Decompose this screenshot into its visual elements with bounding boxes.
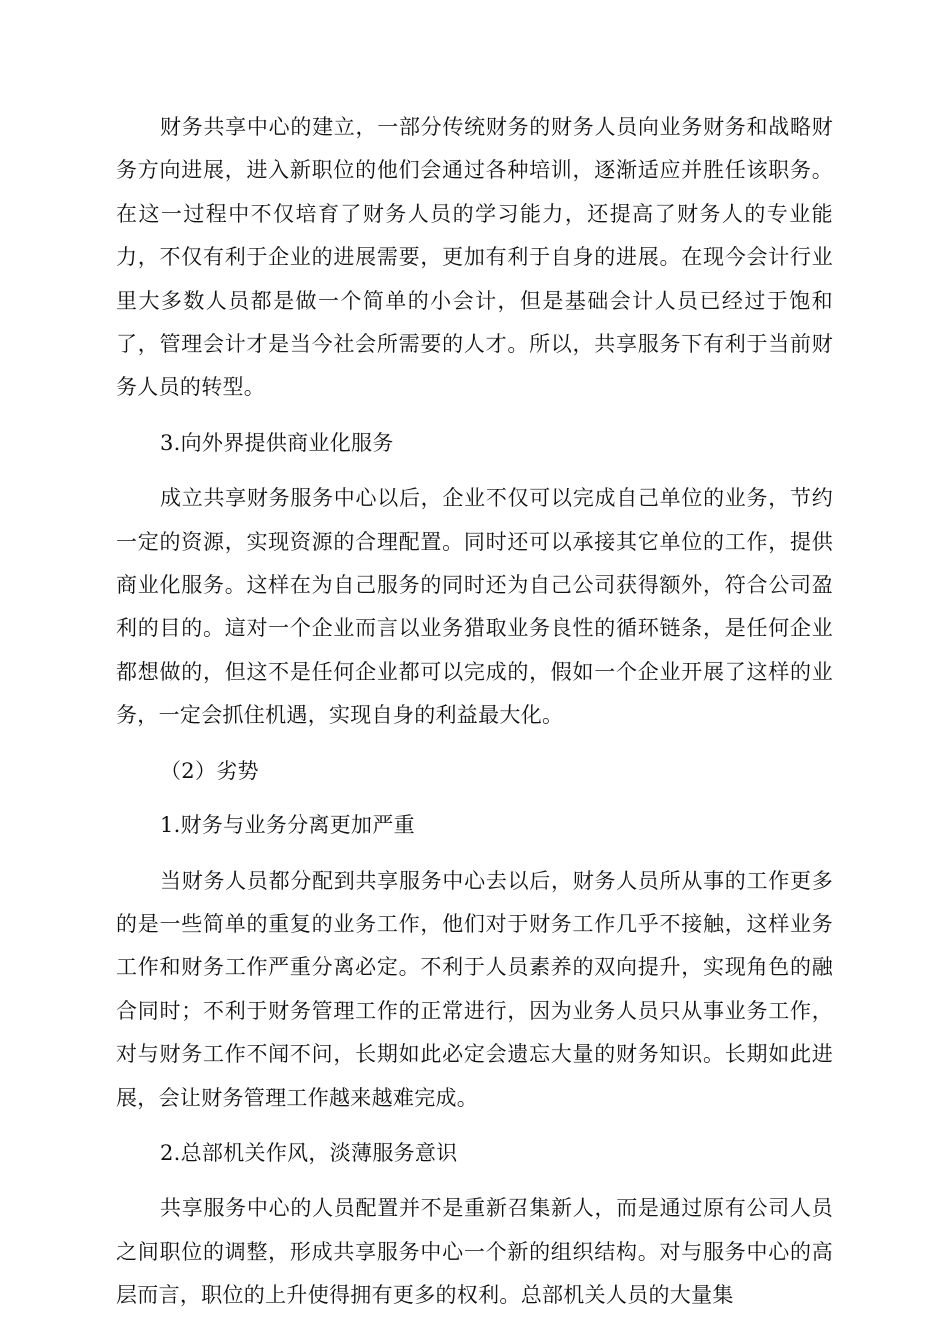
document-page	[116, 106, 833, 1318]
heading-commercial-services: 3.向外界提供商业化服务	[160, 430, 394, 455]
paragraph-headquarters-style: 共享服务中心的人员配置并不是重新召集新人，而是通过原有公司人员之间职位的调整，形成共享服务中心一个新的组织结构。对与服务中心的高层而言，职位的上升使得拥有更多的权利。总部机关人员的大量集	[116, 1196, 833, 1308]
paragraph-staff-transformation: 财务共享中心的建立，一部分传统财务的财务人员向业务财务和战略财务方向进展，进入新职位的他们会通过各种培训，逐渐适应并胜任该职务。在这一过程中不仅培育了财务人员的学习能力，还提高了财务人的专业能力，不仅有利于企业的进展需要，更加有利于自身的进展。在现今会计行业里大多数人员都是做一个简单的小会计，但是基础会计人员已经过于饱和了，管理会计才是当今社会所需要的人才。所以，共享服务下有利于当前财务人员的转型。	[116, 115, 833, 400]
heading-disadvantages: （2）劣势	[160, 758, 259, 783]
heading-finance-business-separation: 1.财务与业务分离更加严重	[160, 813, 415, 838]
paragraph-commercial-services: 成立共享财务服务中心以后，企业不仅可以完成自己单位的业务，节约一定的资源，实现资源的合理配置。同时还可以承接其它单位的工作，提供商业化服务。这样在为自己服务的同时还为自己公司获得额外，符合公司盈利的目的。這对一个企业而言以业务猎取业务良性的循环链条，是任何企业都想做的，但这不是任何企业都可以完成的，假如一个企业开展了这样的业务，一定会抓住机遇，实现自身的利益最大化。	[116, 486, 833, 728]
heading-headquarters-style: 2.总部机关作风，淡薄服务意识	[160, 1140, 458, 1165]
paragraph-finance-business-separation: 当财务人员都分配到共享服务中心去以后，财务人员所从事的工作更多的是一些简单的重复的业务工作，他们对于财务工作几乎不接触，这样业务工作和财务工作严重分离必定。不利于人员素养的双向提升，实现角色的融合同时；不利于财务管理工作的正常进行，因为业务人员只从事业务工作，对与财务工作不闻不问，长期如此必定会遗忘大量的财务知识。长期如此进展，会让财务管理工作越来越难完成。	[116, 868, 833, 1110]
